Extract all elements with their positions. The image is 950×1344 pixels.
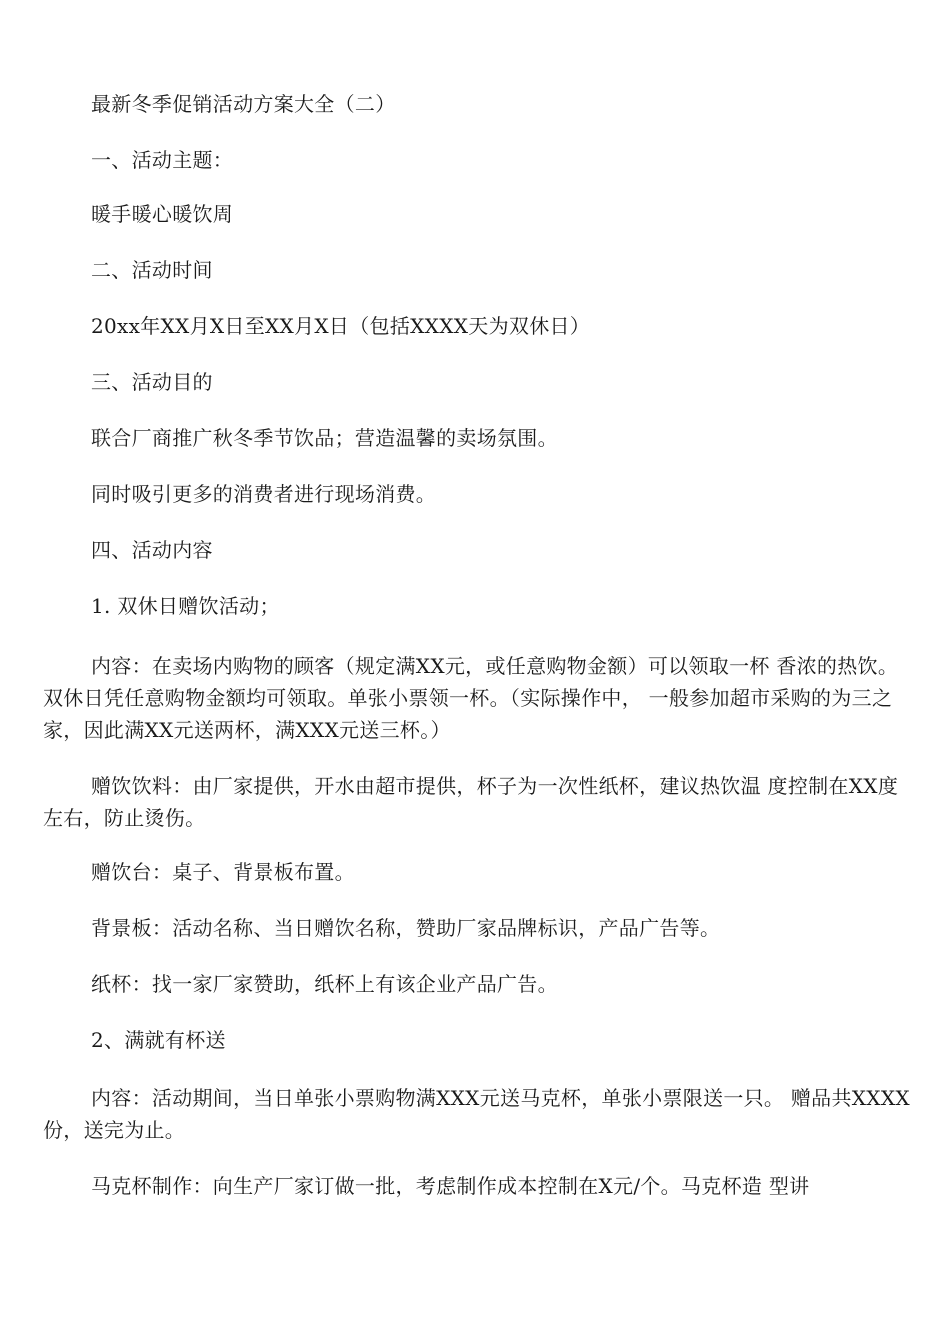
paragraph-time: 20xx年XX月X日至XX月X日（包括XXXX天为双休日） bbox=[91, 314, 591, 338]
section-heading-time: 二、活动时间 bbox=[91, 258, 213, 282]
subsection-heading-weekend: 1. 双休日赠饮活动； bbox=[91, 594, 280, 618]
paragraph-purpose-1: 联合厂商推广秋冬季节饮品；营造温馨的卖场氛围。 bbox=[91, 426, 558, 450]
subsection-heading-cup-gift: 2、满就有杯送 bbox=[91, 1028, 226, 1052]
section-heading-content: 四、活动内容 bbox=[91, 538, 213, 562]
paragraph-drink-stand: 赠饮台：桌子、背景板布置。 bbox=[91, 860, 355, 884]
paragraph-cup-gift-content: 内容：活动期间，当日单张小票购物满XXX元送马克杯，单张小票限送一只。 赠品共XXXX份，送完为止。 bbox=[43, 1086, 910, 1142]
paragraph-backdrop: 背景板：活动名称、当日赠饮名称，赞助厂家品牌标识，产品广告等。 bbox=[91, 916, 721, 940]
paragraph-theme: 暖手暖心暖饮周 bbox=[91, 202, 234, 226]
paragraph-weekend-content: 内容：在卖场内购物的顾客（规定满XX元，或任意购物金额）可以领取一杯 香浓的热饮。双休日凭任意购物金额均可领取。单张小票领一杯。（实际操作中， 一般参加超市采购的为三之家，因此满XX元送两杯，满XXX元送三杯。） bbox=[43, 654, 899, 742]
paragraph-purpose-2: 同时吸引更多的消费者进行现场消费。 bbox=[91, 482, 437, 506]
section-heading-theme: 一、活动主题： bbox=[91, 148, 234, 172]
paragraph-drink-supply: 赠饮饮料：由厂家提供，开水由超市提供，杯子为一次性纸杯，建议热饮温 度控制在XX度左右，防止烫伤。 bbox=[43, 774, 899, 830]
paragraph-paper-cup: 纸杯：找一家厂家赞助，纸杯上有该企业产品广告。 bbox=[91, 972, 558, 996]
paragraph-mug-production: 马克杯制作：向生产厂家订做一批，考虑制作成本控制在X元/个。马克杯造 型讲 bbox=[91, 1174, 810, 1198]
document-title: 最新冬季促销活动方案大全（二） bbox=[91, 92, 396, 116]
section-heading-purpose: 三、活动目的 bbox=[91, 370, 213, 394]
